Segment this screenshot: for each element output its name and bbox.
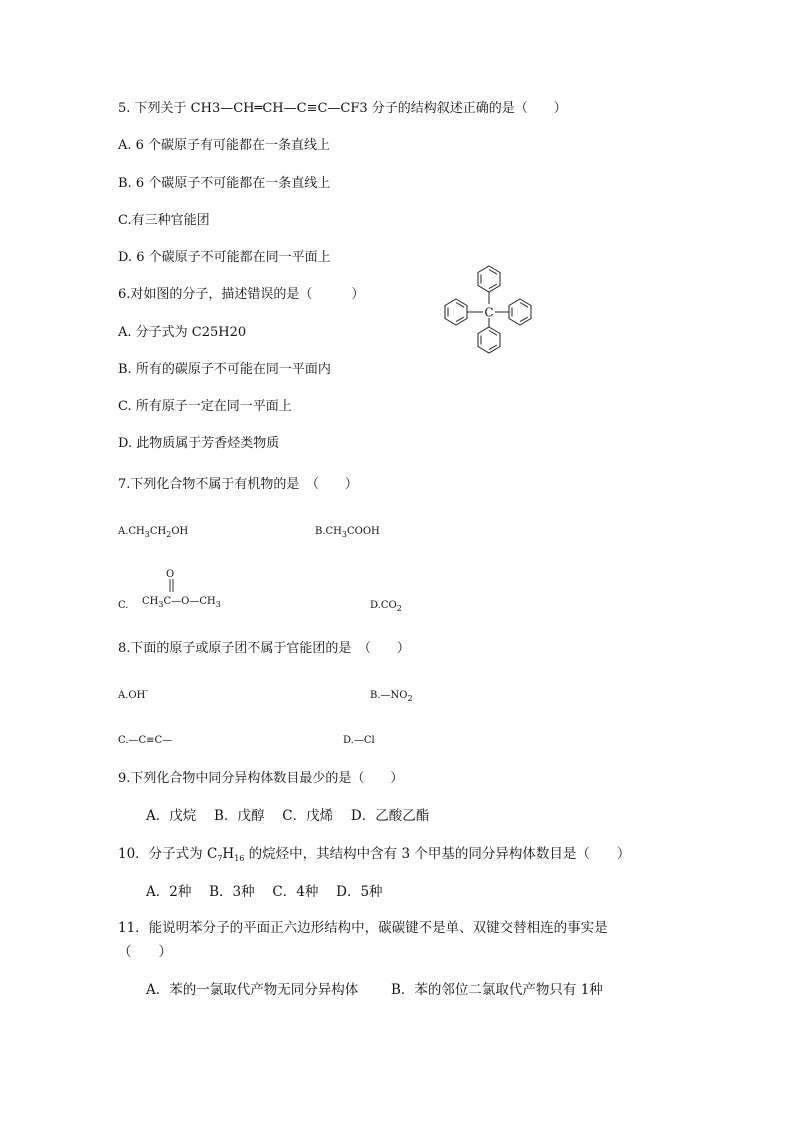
q5-option-c: C.有三种官能团	[118, 213, 210, 228]
q5-option-a: A. 6 个碳原子有可能都在一条直线上	[118, 138, 331, 153]
q7-option-c-formula: $CH_3C—O—CH_3$	[142, 596, 221, 609]
q11-option-a: A．苯的一氯取代产物无同分异构体	[146, 982, 359, 998]
q7-option-b: $B.CH_3COOH$	[315, 526, 380, 539]
q10-options: A．2种 B．3种 C．4种 D．5种	[146, 884, 383, 900]
q6-option-c: C. 所有原子一定在同一平面上	[118, 399, 292, 414]
q8-option-c: C.—C≡C—	[118, 735, 173, 746]
q7-c-carbonyl-oxygen: O	[166, 569, 175, 580]
center-carbon-label: C	[484, 305, 494, 320]
q7-option-d: $D.CO_2$	[370, 600, 402, 613]
q10-stem: 10．分子式为 $C_7H_{16}$ 的烷烃中，其结构中含有 3 个甲基的同分异构体数目是（ ）	[118, 846, 631, 863]
q5-option-b: B. 6 个碳原子不可能都在一条直线上	[118, 176, 331, 191]
q9-stem: 9.下列化合物中同分异构体数目最少的是（ ）	[118, 771, 404, 786]
q11-stem: 11．能说明苯分子的平面正六边形结构中，碳碳键不是单、双键交替相连的事实是	[118, 920, 608, 936]
q7-option-a: $A.CH_3CH_2OH$	[118, 526, 189, 539]
q6-option-a: A. 分子式为 C25H20	[118, 325, 247, 340]
q7-stem: 7.下列化合物不属于有机物的是 （ ）	[118, 477, 358, 492]
q7-option-c-label: C.	[118, 600, 129, 611]
q8-option-d: D.—Cl	[343, 735, 375, 746]
q8-option-a: A.OH-	[118, 686, 149, 701]
q6-option-b: B. 所有的碳原子不可能在同一平面内	[118, 362, 331, 377]
q5-option-d: D. 6 个碳原子不可能都在同一平面上	[118, 250, 331, 265]
q5-stem: 5. 下列关于 CH3—CH═CH—C≡C—CF3 分子的结构叙述正确的是（ ）	[118, 101, 567, 116]
tetraphenylmethane-structure-diagram	[440, 260, 540, 356]
q6-stem: 6.对如图的分子，描述错误的是（ ）	[118, 287, 365, 302]
q6-option-d: D. 此物质属于芳香烃类物质	[118, 436, 280, 451]
carbonyl-double-bond	[168, 579, 176, 593]
q9-options: A．戊烷 B．戊醇 C．戊烯 D．乙酸乙酯	[146, 808, 430, 824]
q8-stem: 8.下面的原子或原子团不属于官能团的是 （ ）	[118, 641, 410, 656]
q11-option-b: B．苯的邻位二氯取代产物只有 1种	[391, 982, 603, 998]
q8-option-b: $B.—NO_2$	[370, 690, 413, 703]
q11-paren: （ ）	[118, 944, 172, 960]
